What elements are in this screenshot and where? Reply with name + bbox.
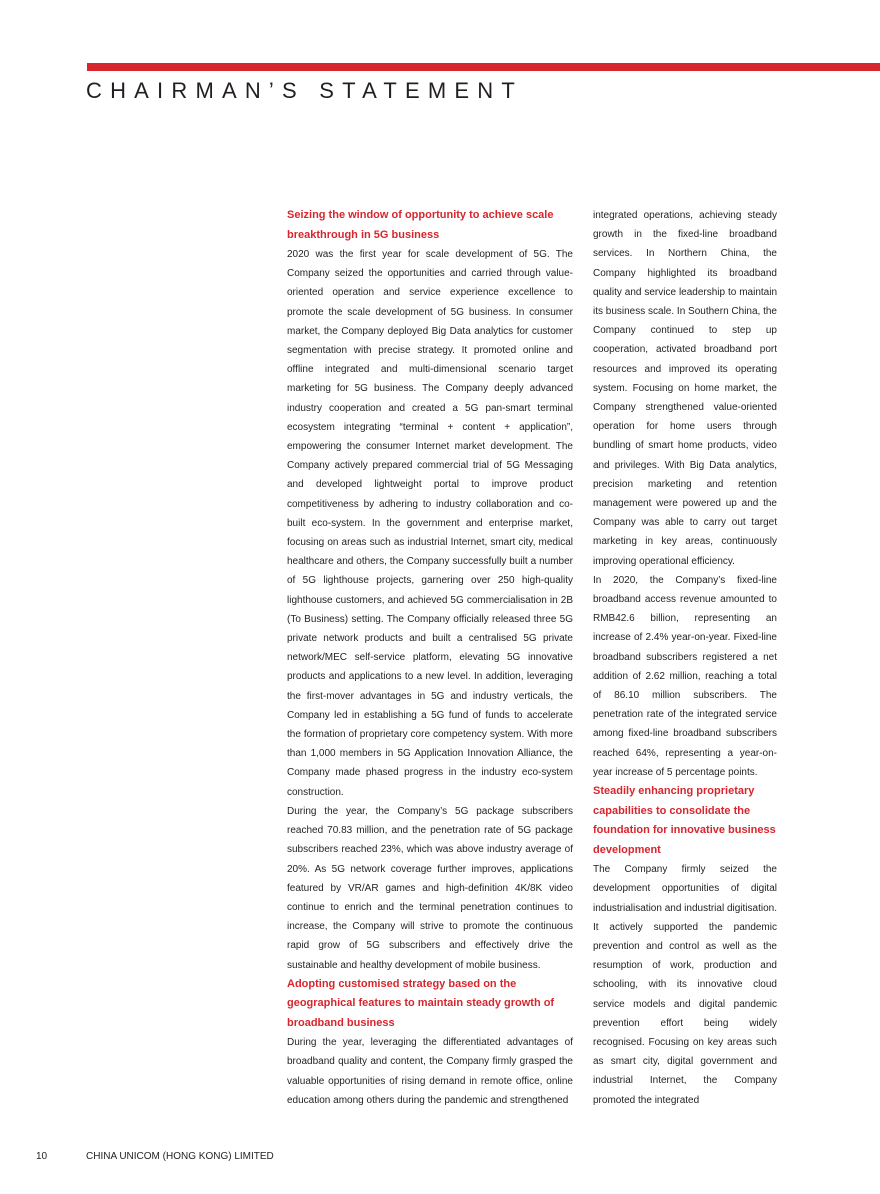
paragraph-broadband-figures: In 2020, the Company’s fixed-line broadband access revenue amounted to RMB42.6 billion, representing an increase of 2.4% year-on-year. Fixed-line broadband subscribers registered a net addition of 2.62 million, reaching a total of 86.10 million subscribers. The penetration rate of the integrated service among fixed-line broadband subscribers reached 64%, representing a year-on-year increase of 5 percentage points. [593, 574, 777, 778]
header-red-bar [87, 63, 880, 71]
section-heading-innovation: Steadily enhancing proprietary capabilities to consolidate the foundation for innovative business development [593, 785, 776, 856]
left-column [287, 206, 573, 1110]
paragraph-5g-development: 2020 was the first year for scale development of 5G. The Company seized the opportunities and carried through value-oriented operation and service experience excellence to promote the scale development of 5G business. In consumer market, the Company deployed Big Data analytics for customer segmentation with precise strategy. It promoted online and offline integrated and multi-dimensional scenario target marketing for 5G business. The Company deeply advanced industry cooperation and created a 5G pan-smart terminal ecosystem integrating “terminal + content + application”, empowering the consumer Internet market development. The Company actively prepared commercial trial of 5G Messaging and developed lightweight portal to improve product competitiveness by adhering to industry collaboration and co-built eco-system. In the government and enterprise market, focusing on areas such as industrial Internet, smart city, medical healthcare and others, the Company successfully built a number of 5G lighthouse projects, garnering over 250 high-quality lighthouse customers, and achieved 5G commercialisation in 2B (To Business) setting. The Company officially released three 5G private network products and built a centralised 5G private network/MEC self-service platform, elevating 5G innovative products and applications to a new level. In addition, leveraging the first-mover advantages in 5G and industry verticals, the Company led in establishing a 5G fund of funds to accelerate the formation of proprietary core competency system. With more than 1,000 members in 5G Application Innovation Alliance, the Company made phased progress in the industry eco-system construction. [287, 249, 573, 798]
paragraph-innovation: The Company firmly seized the development opportunities of digital industrialisation and industrial digitisation. It actively supported the pandemic prevention and control as well as the resumption of work, production and schooling, with its innovative cloud service models and digital pandemic prevention effort being widely recognised. Focusing on key areas such as smart city, digital government and industrial Internet, the Company promoted the integrated [593, 864, 777, 1106]
page-number: 10 [36, 1151, 48, 1162]
paragraph-broadband-operations: integrated operations, achieving steady growth in the fixed-line broadband services. In Northern China, the Company highlighted its broadband quality and service leadership to maintain its business scale. In Southern China, the Company continued to step up cooperation, activated broadband port resources and improved its operating system. Focusing on home market, the Company strengthened value-oriented operation for home users through bundling of smart home products, video and privileges. With Big Data analytics, precision marketing and retention management were powered up and the Company was able to carry out target marketing in key areas, continuously improving operational efficiency. [593, 210, 777, 567]
footer-company-name: CHINA UNICOM (HONG KONG) LIMITED [86, 1151, 274, 1162]
section-heading-broadband: Adopting customised strategy based on the geographical features to maintain steady growth of broadband business [287, 977, 555, 1029]
paragraph-broadband-intro: During the year, leveraging the differentiated advantages of broadband quality and content, the Company firmly grasped the valuable opportunities of rising demand in remote office, online education among others during the pandemic and strengthened [287, 1037, 573, 1106]
section-heading-5g: Seizing the window of opportunity to achieve scale breakthrough in 5G business [287, 209, 554, 241]
right-column [593, 206, 777, 1110]
paragraph-5g-subscribers: During the year, the Company’s 5G package subscribers reached 70.83 million, and the penetration rate of 5G package subscribers reached 23%, which was above industry average of 20%. As 5G network coverage further improves, applications featured by VR/AR games and high-definition 4K/8K video continue to enrich and the terminal penetration continues to increase, the Company will strive to promote the continuous rapid grow of 5G subscribers and effectively drive the sustainable and healthy development of mobile business. [287, 805, 573, 971]
page-title: CHAIRMAN’S STATEMENT [86, 78, 523, 103]
